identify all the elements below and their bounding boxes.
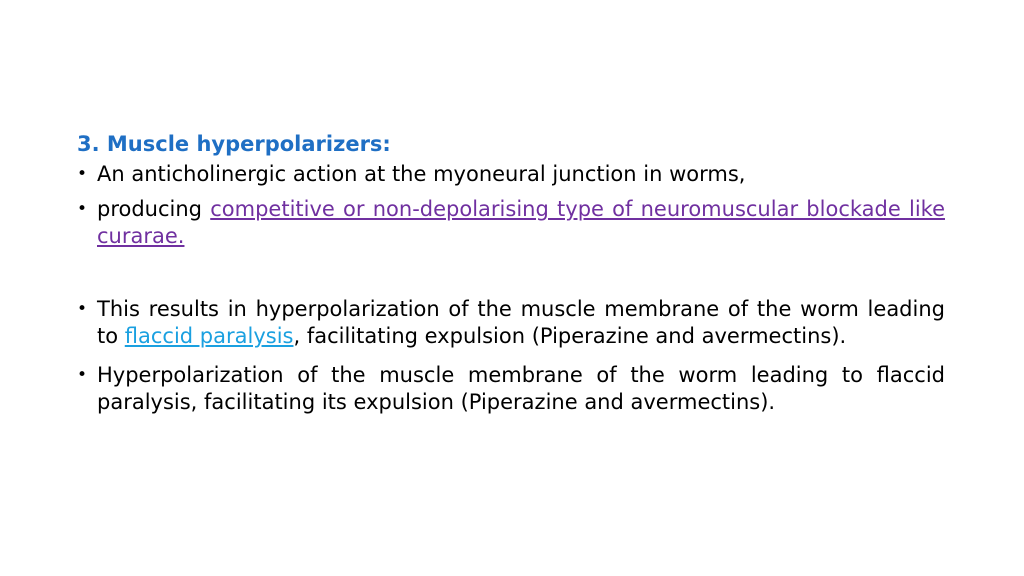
bullet-text-prefix: producing [97,197,211,221]
bullet-text: Hyperpolarization of the muscle membrane of the worm leading to flaccid paralysis, facilitating its expulsion (Piperazine and avermectins). [97,363,945,414]
bullet-dot-icon: • [77,199,88,219]
bullet-text: An anticholinergic action at the myoneural junction in worms, [97,162,746,186]
bullet-dot-icon: • [77,299,88,319]
bullet-list [77,161,945,416]
bullet-text-prefix: This results in hyperpolarization of the muscle membrane of the worm leading to [97,297,945,348]
blockade-link[interactable]: competitive or non-depolarising type of neuromuscular blockade like curarae. [97,197,945,248]
bullet-dot-icon: • [77,164,88,184]
bullet-item-blockade [77,196,945,250]
bullet-item-anticholinergic [77,161,945,188]
bullet-text-suffix: , facilitating expulsion (Piperazine and avermectins). [293,324,847,348]
section-heading: 3. Muscle hyperpolarizers: [77,132,391,156]
bullet-dot-icon: • [77,365,88,385]
flaccid-paralysis-link[interactable]: flaccid paralysis [124,324,294,348]
bullet-item-hyperpolarization [77,362,945,416]
bullet-item-hyperpolarization-result [77,296,945,350]
slide-content [77,129,945,416]
